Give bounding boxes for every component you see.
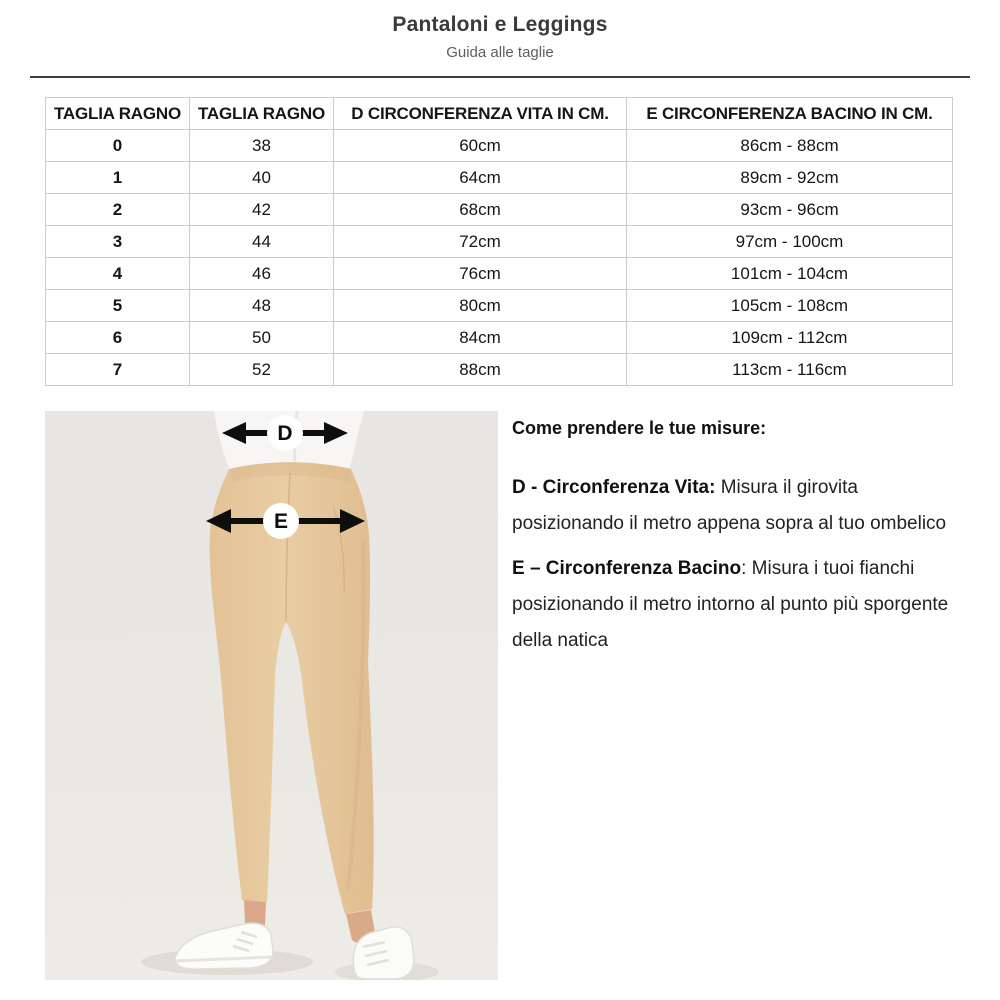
table-cell: 6 [46, 322, 190, 354]
table-cell: 105cm - 108cm [627, 290, 953, 322]
column-header-bacino: E CIRCONFERENZA BACINO IN CM. [627, 98, 953, 130]
table-cell: 3 [46, 226, 190, 258]
size-table [45, 97, 953, 386]
table-row [46, 194, 953, 226]
table-row [46, 322, 953, 354]
table-row [46, 354, 953, 386]
column-header-vita: D CIRCONFERENZA VITA IN CM. [334, 98, 627, 130]
table-cell: 7 [46, 354, 190, 386]
model-measurement-illustration [45, 411, 498, 980]
table-row [46, 258, 953, 290]
table-cell: 64cm [334, 162, 627, 194]
instruction-hip [512, 551, 954, 659]
table-cell: 5 [46, 290, 190, 322]
table-cell: 46 [190, 258, 334, 290]
measure-section [45, 411, 1000, 980]
column-header-taglia-ragno-1: TAGLIA RAGNO [46, 98, 190, 130]
table-header-row [46, 98, 953, 130]
table-cell: 101cm - 104cm [627, 258, 953, 290]
table-cell: 86cm - 88cm [627, 130, 953, 162]
page-title: Pantaloni e Leggings [392, 13, 608, 36]
table-cell: 52 [190, 354, 334, 386]
waist-label: D [277, 422, 293, 445]
table-cell: 89cm - 92cm [627, 162, 953, 194]
table-cell: 2 [46, 194, 190, 226]
table-row [46, 290, 953, 322]
size-guide-photo [45, 411, 498, 980]
column-header-taglia-ragno-2: TAGLIA RAGNO [190, 98, 334, 130]
measuring-instructions [512, 411, 954, 668]
table-cell: 113cm - 116cm [627, 354, 953, 386]
table-cell: 1 [46, 162, 190, 194]
table-cell: 60cm [334, 130, 627, 162]
instruction-hip-description: : Misura i tuoi fianchi posizionando il metro intorno al punto più sporgente della natica [512, 558, 949, 651]
table-cell: 0 [46, 130, 190, 162]
instructions-heading: Come prendere le tue misure: [512, 418, 767, 438]
table-cell: 42 [190, 194, 334, 226]
table-cell: 38 [190, 130, 334, 162]
table-cell: 84cm [334, 322, 627, 354]
table-row [46, 226, 953, 258]
table-cell: 93cm - 96cm [627, 194, 953, 226]
page-header [0, 0, 1000, 61]
table-cell: 80cm [334, 290, 627, 322]
table-cell: 40 [190, 162, 334, 194]
table-cell: 50 [190, 322, 334, 354]
instruction-waist-description: Misura il girovita posizionando il metro appena sopra al tuo ombelico [512, 477, 947, 534]
header-divider [30, 76, 970, 78]
instruction-hip-term: E – Circonferenza Bacino [512, 558, 742, 579]
table-cell: 44 [190, 226, 334, 258]
table-cell: 109cm - 112cm [627, 322, 953, 354]
table-cell: 48 [190, 290, 334, 322]
hip-label: E [273, 510, 289, 533]
instruction-waist-term: D - Circonferenza Vita: [512, 477, 716, 498]
table-cell: 4 [46, 258, 190, 290]
table-cell: 76cm [334, 258, 627, 290]
table-cell: 72cm [334, 226, 627, 258]
table-cell: 88cm [334, 354, 627, 386]
table-row [46, 162, 953, 194]
table-cell: 68cm [334, 194, 627, 226]
table-cell: 97cm - 100cm [627, 226, 953, 258]
page-subtitle: Guida alle taglie [446, 44, 554, 61]
table-row [46, 130, 953, 162]
instruction-waist [512, 470, 954, 542]
